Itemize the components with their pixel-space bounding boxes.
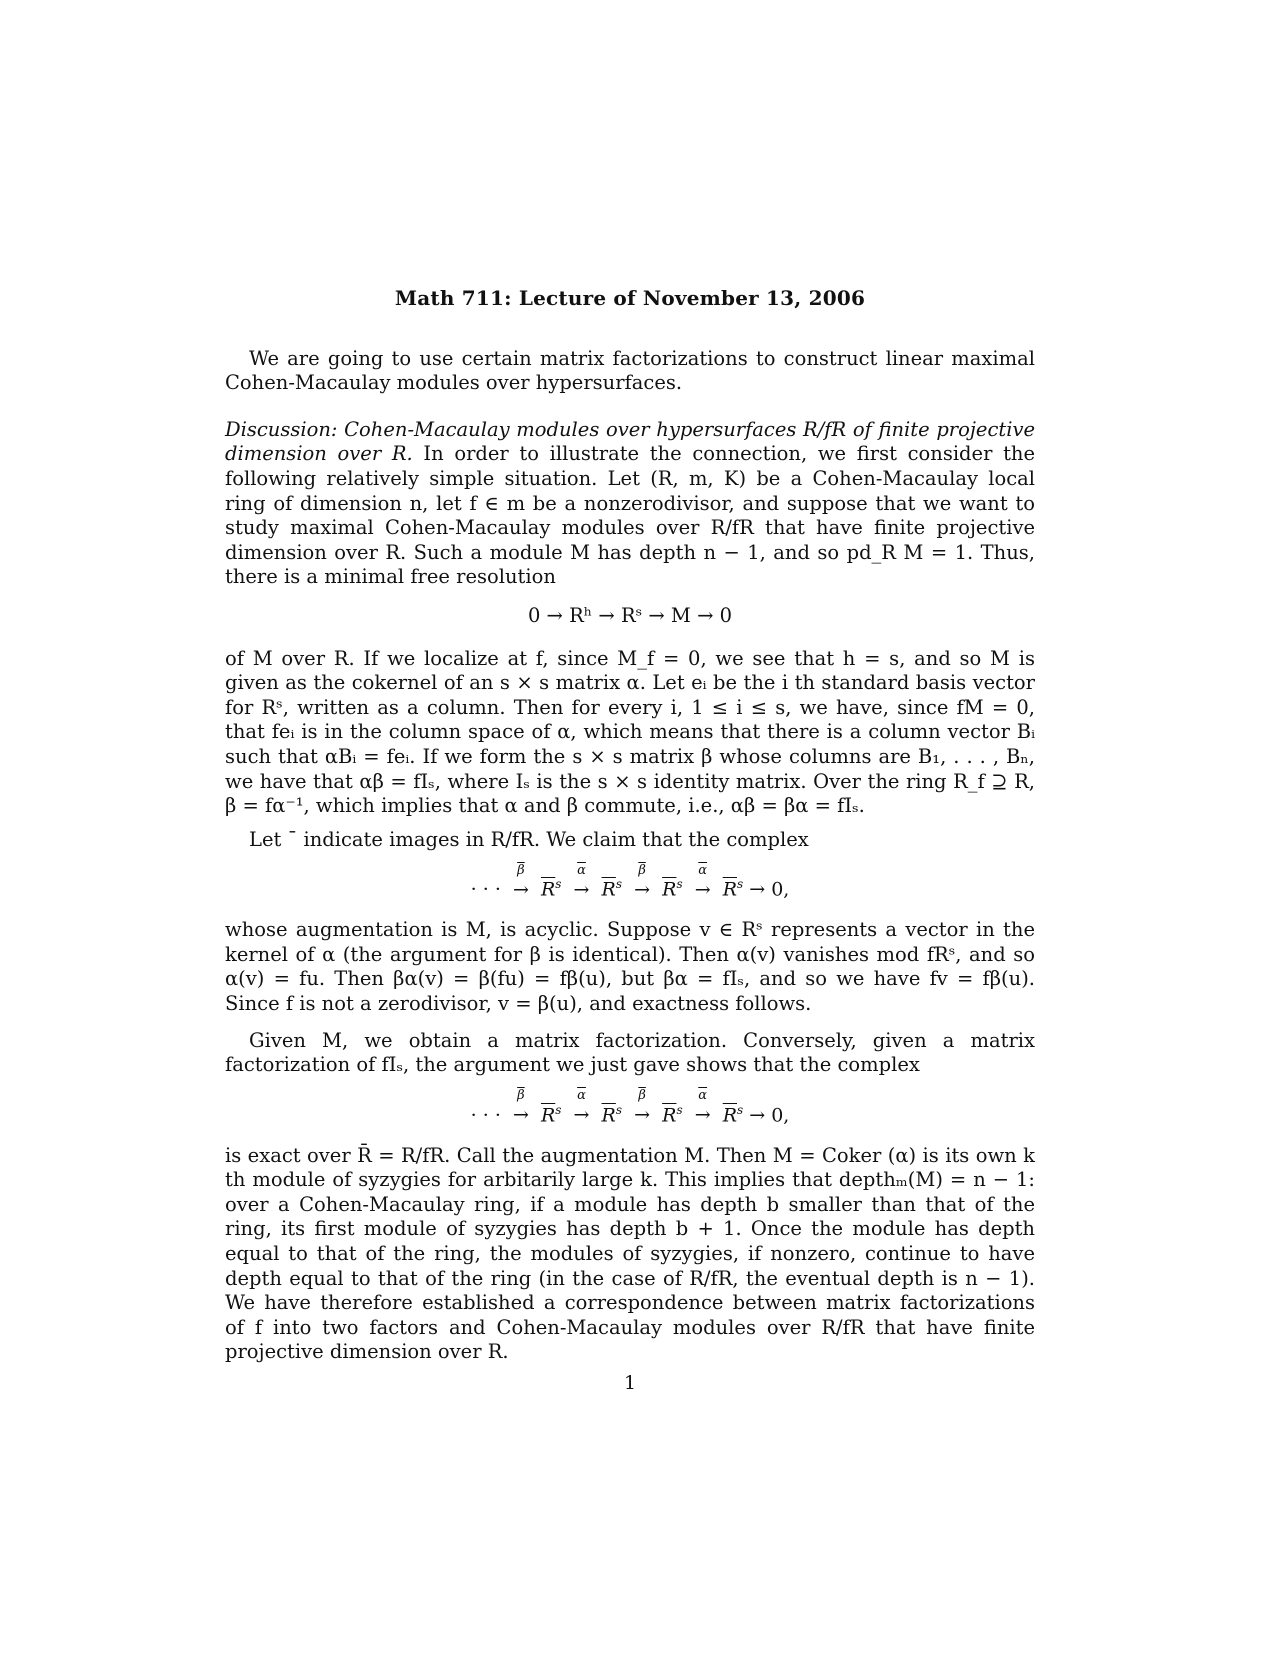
complex-suffix: → 0, [749, 1104, 790, 1127]
ring-R: $\overline{R}$ [601, 1104, 616, 1127]
document-page [225, 286, 1035, 1396]
acyclic-paragraph: whose augmentation is M, is acyclic. Suppose v ∈ Rˢ represents a vector in the kernel of α (the argument for β is identical). Then α(v) vanishes mod fRˢ, and so α(v) = fu. Then βα(v) = β(fu) = fβ(u), but βα = fIₛ, and so we have fv = fβ(u). Since f is not a zerodivisor, v = β(u), and exactness follows. [225, 918, 1035, 1015]
ring-R: $\overline{R}$ [601, 878, 616, 901]
intro-paragraph: We are going to use certain matrix factorizations to construct linear maximal Cohen-Macaulay modules over hypersurfaces. [225, 346, 1035, 395]
localize-paragraph: of M over R. If we localize at f, since M_f = 0, we see that h = s, and so M is given as the cokernel of an s × s matrix α. Let eᵢ be the i th standard basis vector for Rˢ, written as a column. Then for every i, 1 ≤ i ≤ s, we have, since fM = 0, that feᵢ is in the column space of α, which means that there is a column vector Bᵢ such that αBᵢ = feᵢ. If we form the s × s matrix β whose columns are B₁, . . . , Bₙ, we have that αβ = fIₛ, where Iₛ is the s × s identity matrix. Over the ring R_f ⊇ R, β = fα⁻¹, which implies that α and β commute, i.e., αβ = βα = fIₛ. [225, 646, 1035, 818]
arrow-alpha: $\overline{\alpha}$ → [573, 862, 590, 901]
ring-R: $\overline{R}$ [722, 878, 738, 901]
arrow-beta: $\overline{\beta}$ → [634, 1088, 651, 1127]
complex-prefix: · · · [470, 878, 501, 901]
claim-paragraph: Let ¯ indicate images in R/fR. We claim that the complex [249, 827, 809, 851]
discussion-paragraph [225, 418, 1035, 590]
arrow-alpha: $\overline{\alpha}$ → [573, 1088, 590, 1127]
ring-R: $\overline{R}$ [662, 878, 677, 901]
complex-prefix: · · · [470, 1104, 501, 1127]
complex-display-1: · · · $\overline{\beta}$ → $\overline{R}^s$ $\overline{\alpha}$ → $\overline{R}^s$ $\overline{\beta}$ → $\overline{R}^s$ $\overline{\alpha}$ → $\overline{R}^s \to 0$, [470, 862, 790, 901]
arrow-beta: $\overline{\beta}$ → [512, 1088, 529, 1127]
ring-R: $\overline{R}$ [662, 1104, 677, 1127]
arrow-beta: $\overline{\beta}$ → [512, 862, 529, 901]
arrow-beta: $\overline{\beta}$ → [634, 862, 651, 901]
exact-paragraph: is exact over R̄ = R/fR. Call the augmentation M. Then M = Coker (α) is its own k th module of syzygies for arbitarily large k. This implies that depthₘ(M) = n − 1: over a Cohen-Macaulay ring, if a module has depth b smaller than that of the ring, its first module of syzygies has depth b + 1. Once the module has depth equal to that of the ring, the modules of syzygies, if nonzero, continue to have depth equal to that of the ring (in the case of R/fR, the eventual depth is n − 1). We have therefore established a correspondence between matrix factorizations of f into two factors and Cohen-Macaulay modules over R/fR that have finite projective dimension over R. [225, 1143, 1035, 1364]
ring-R: $\overline{R}$ [540, 1104, 556, 1127]
arrow-alpha: $\overline{\alpha}$ → [694, 862, 711, 901]
converse-paragraph: Given M, we obtain a matrix factorization. Conversely, given a matrix factorization of fIₛ, the argument we just gave shows that the complex [225, 1028, 1035, 1077]
page-number: 1 [623, 1372, 637, 1395]
discussion-label: Discussion: Cohen-Macaulay modules over hypersurfaces R/fR of finite projective dimension over R. [225, 417, 1035, 466]
resolution-equation: 0 → Rʰ → Rˢ → M → 0 [527, 603, 733, 627]
page-title: Math 711: Lecture of November 13, 2006 [394, 286, 866, 310]
complex-suffix: → 0, [749, 878, 790, 901]
arrow-alpha: $\overline{\alpha}$ → [694, 1088, 711, 1127]
ring-R: $\overline{R}$ [722, 1104, 738, 1127]
complex-display-2: · · · $\overline{\beta}$ → $\overline{R}^s$ $\overline{\alpha}$ → $\overline{R}^s$ $\overline{\beta}$ → $\overline{R}^s$ $\overline{\alpha}$ → $\overline{R}^s \to 0$, [470, 1088, 790, 1127]
ring-R: $\overline{R}$ [540, 878, 556, 901]
discussion-text: In order to illustrate the connection, we first consider the following relatively simple situation. Let (R, m, K) be a Cohen-Macaulay local ring of dimension n, let f ∈ m be a nonzerodivisor, and suppose that we want to study maximal Cohen-Macaulay modules over R/fR that have finite projective dimension over R. Such a module M has depth n − 1, and so pd_R M = 1. Thus, there is a minimal free resolution [225, 442, 1036, 589]
